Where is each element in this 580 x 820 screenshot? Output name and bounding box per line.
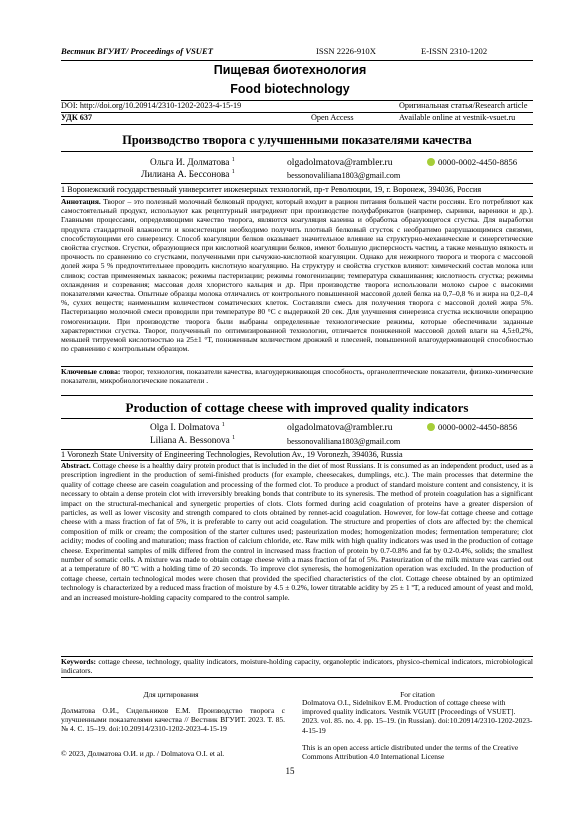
open-access: Open Access [311,113,354,122]
meta-rule-bottom [61,124,533,125]
citation-ru-heading: Для цитирования [143,690,199,699]
title-en: Production of cottage cheese with improved quality indicators [125,400,469,415]
keywords-ru-rule [61,395,533,396]
section-title-en: Food biotechnology [230,82,350,96]
orcid-icon [427,158,435,166]
keywords-en: Keywords: cottage cheese, technology, quality indicators, moisture-holding capacity, organoleptic indicators, physico-chemical indicators, microbiological indicators. [61,657,534,676]
title-en-rule [61,418,533,419]
running-header [61,46,533,60]
header-rule [61,60,533,61]
abstract-ru: Аннотация. Творог – это полезный молочный белковый продукт, который входит в рацион питания большей части россиян. Его потребляют как самостоятельный продукт, используют как рецептурный ингредиент при производстве полуфабрикатов (например, сырники, вареники и др.). Главными процессами, определяющими качество творога, являются коагуляция казеина и обработка образующегося сгустка. Для выработки продукта стандартной влажности и консистенции необходимо получить плотный белковый сгусток с необратимо разрушающимися связями, способствующими его синерезису. Способ коагуляции белков оказывает значительное влияние на структурно-механические и синергетические свойства сгустков. Сгустки, образующиеся при кислотной коагуляции белков, имеют большую дисперсность частиц, а также меньшую вязкость и прочность по сравнению со сгустками, полученными при сычужно-кислотной коагуляции. Однако для нежирного творога и творога с массовой долей жира 5 % предпочтительнее проводить кислотную коагуляцию. На структуру и свойства сгустков влияют: химический состав молока или сливок; состав применяемых заквасок; режимы пастеризации; режимы гомогенизации; температура сквашивания; кислотность сгустка; режимы охлаждения и созревания; массовая доля хлористого кальция и др. При производстве творога использовали молоко сырое с высокими показателями качества. Опытные образцы молока отличались от контрольного повышенной массовой долей белка на 0,7–0,8 % и жира на 0,2–0,4 %, сухих веществ; наименьшим количеством соматических клеток. Составляли смесь для получения творога с массовой долей жира 5%. Пастеризацию молочной смеси проводили при температуре 80 °С с выдержкой 20 сек. Для улучшения синерезиса сгустка исключили операцию гомогенизации. При производстве творога были выбраны определенные технологические режимы, которые обеспечивали заданные характеристики сгустка. Творог, полученный по оптимизированной технологии, отличается пониженной массовой долей влаги на 4,5±0,2%, меньшей титруемой кислотностью на 25±1 °Т, пониженным количеством дрожжей и плесеней, повышенной влагоудерживающей способностью по сравнению с контрольным образцом. [61,197,534,354]
email-1-en[interactable]: olgadolmatova@rambler.ru [287,422,393,433]
doi-link[interactable]: DOI: http://doi.org/10.20914/2310-1202-2023-4-15-19 [61,101,242,110]
citation-en-heading: For citation [400,690,435,699]
email-1-ru[interactable]: olgadolmatova@rambler.ru [287,157,393,168]
license-note: This is an open access article distributed under the terms of the Creative Commons Attribution 4.0 International License [302,743,519,762]
email-2-en[interactable]: bessonovaliliana1803@gmail.com [287,437,401,446]
author-2-en: Liliana A. Bessonova $^1$ [150,435,236,447]
journal-name: Вестник ВГУИТ/ Proceedings of VSUET [61,46,213,56]
eissn: E-ISSN 2310-1202 [421,46,488,56]
title-ru: Производство творога с улучшенными показателями качества [122,133,472,147]
copyright: © 2023, Долматова О.И. и др. / Dolmatova O.I. et al. [61,749,225,758]
orcid-icon [427,423,435,431]
email-2-ru[interactable]: bessonovaliliana1803@gmail.com [287,171,401,180]
article-type: Оригинальная статья/Research article [399,101,528,110]
orcid-en[interactable]: 0000-0002-4450-8856 [427,422,517,432]
title-ru-rule [61,151,533,152]
udk: УДК 637 [61,113,93,122]
author-1-ru: Ольга И. Долматова $^1$ [150,157,235,169]
affiliation-en: 1 Voronezh State University of Engineering Technologies, Revolution Av., 19 Voronezh, 394036, Russia [61,450,403,459]
issn: ISSN 2226-910X [316,46,376,56]
author-2-ru: Лилиана А. Бессонова $^1$ [141,169,235,181]
abstract-en: Abstract. Cottage cheese is a healthy dairy protein product that is included in the diet of most Russians. It is consumed as an independent product, used as a prescription ingredient in the production of semi-finished products (for example, cheesecakes, dumplings, etc.). The main processes that determine the quality of cottage cheese are casein coagulation and processing of the formed clot. To produce a product of standard moisture content and consistency, it is necessary to obtain a dense protein clot with irreversibly breaking bonds that contribute to its syneresis. The method of protein coagulation has a significant impact on the structural-mechanical and synergetic properties of clots. Clots formed during acid coagulation of proteins have a greater dispersion of particles, as well as lower viscosity and strength compared to clots obtained by rennet-acid coagulation. However, for low-fat cottage cheese and cottage cheese with a mass fraction of fat of 5%, it is preferable to carry out acid coagulation. The structure and properties of clots are affected by: the chemical composition of milk or cream; the composition of the starter cultures used; pasteurization modes; homogenization modes; fermentation temperature; clot acidity; modes of cooling and maturation; mass fraction of calcium chloride, etc. Raw milk with high quality indicators was used in the production of cottage cheese. Experimental samples of milk differed from the control in increased mass fraction of protein by 0.7-0.8% and fat by 0.2-0.4%, solids; the smallest number of somatic cells. A mixture was made to obtain cottage cheese with a mass fraction of fat of 5%. Pasteurization of the milk mixture was carried out at a temperature of 80 ºC with a holding time of 20 seconds. To improve clot syneresis, the homogenization operation was excluded. In the production of cottage cheese, certain technological modes were chosen that provided the specified characteristics of the clot. Cottage cheese obtained by an optimized technology is characterized by a reduced mass fraction of moisture by 4.5 ± 0.2%, lower titratable acidity by 25 ± 1 ºT, a reduced amount of yeast and mold, and an increased moisture-holding capacity compared to the control sample. [61,461,534,602]
keywords-en-rule [61,677,533,678]
authors-ru-rule [61,183,533,184]
affiliation-ru: 1 Воронежский государственный университет инженерных технологий, пр-т Революции, 19, г. Воронеж, 394036, Россия [61,185,482,194]
citation-en: Dolmatova O.I., Sidelnikov E.M. Production of cottage cheese with improved quality indicators. Vestnik VGUIT [Proceedings of VSUET]. 2023. vol. 85. no. 4. pp. 15–19. (in Russian). doi:10.20914/2310-1202-2023-4-15-19 [302,698,533,735]
citation-ru: Долматова О.И., Сидельников Е.М. Производство творога с улучшенными показателями качества // Вестник ВГУИТ. 2023. Т. 85. № 4. С. 15–19. doi:10.20914/2310-1202-2023-4-15-19 [61,706,285,734]
section-title-ru: Пищевая биотехнология [213,63,367,77]
keywords-ru: Ключевые слова: творог, технология, показатели качества, влагоудерживающая способность, органолептические показатели, физико-химические показатели, микробиологические показатели . [61,367,533,386]
author-1-en: Olga I. Dolmatova $^1$ [150,422,225,434]
page-number: 15 [285,766,295,776]
orcid-ru[interactable]: 0000-0002-4450-8856 [427,157,517,167]
available-online[interactable]: Available online at vestnik-vsuet.ru [399,113,516,122]
